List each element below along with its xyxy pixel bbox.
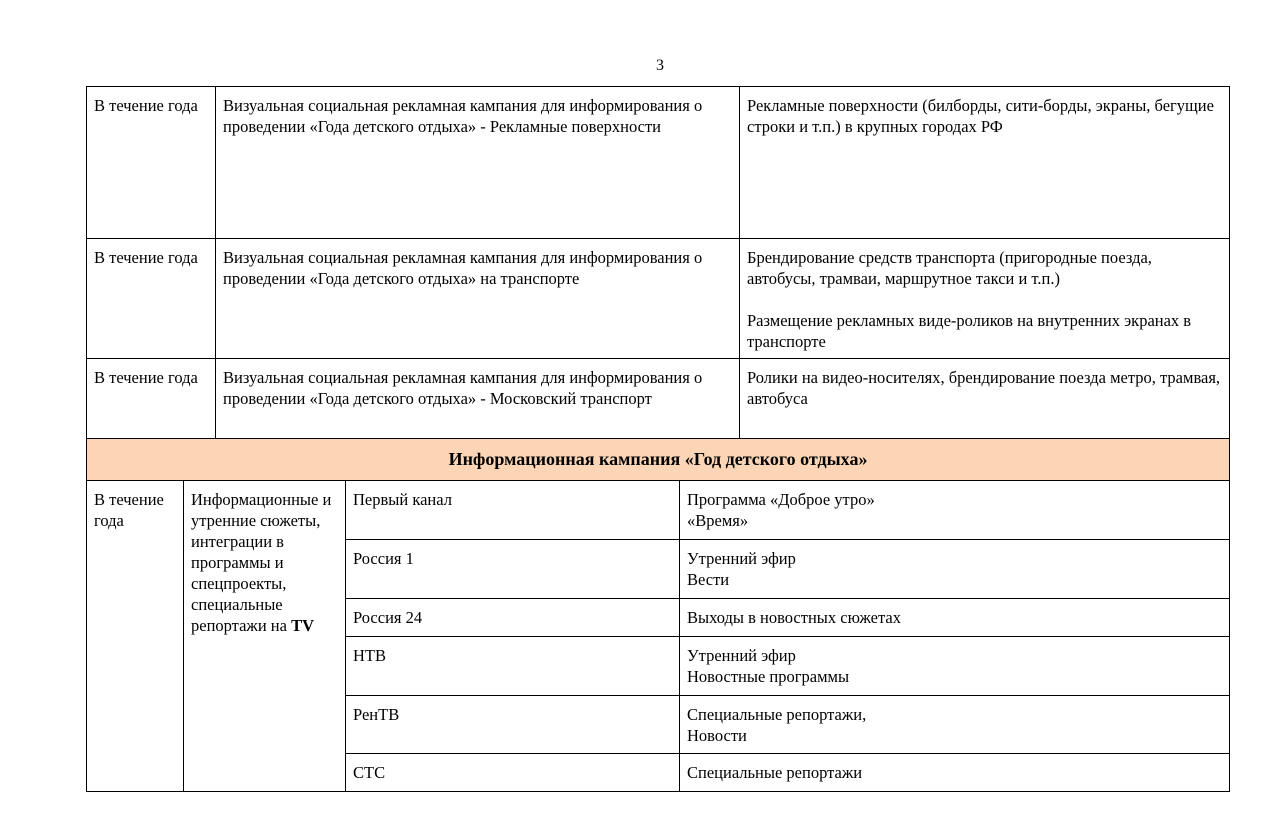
details-cell bbox=[740, 87, 1230, 239]
section-title: Информационная кампания «Год детского отдыха» bbox=[87, 439, 1230, 481]
channel-cell: Россия 1 bbox=[346, 540, 680, 599]
tv-description-bold: TV bbox=[291, 616, 314, 635]
program-line: Выходы в новостных сюжетах bbox=[687, 608, 901, 627]
table-row bbox=[87, 481, 1230, 540]
details-paragraph: Рекламные поверхности (билборды, сити-борды, экраны, бегущие строки и т.п.) в крупных городах РФ bbox=[747, 96, 1214, 136]
programs-cell bbox=[680, 637, 1230, 696]
period-cell: В течение года bbox=[87, 481, 184, 792]
tv-table bbox=[86, 438, 1230, 792]
table-row bbox=[87, 239, 1230, 359]
section-header-row bbox=[87, 439, 1230, 481]
details-paragraph: Брендирование средств транспорта (пригородные поезда, автобусы, трамваи, маршрутное такси и т.п.) bbox=[747, 248, 1152, 288]
program-line: Утренний эфир bbox=[687, 549, 796, 568]
period-cell: В течение года bbox=[87, 359, 216, 439]
page-number: 3 bbox=[656, 57, 664, 74]
table-row bbox=[87, 87, 1230, 239]
programs-cell bbox=[680, 540, 1230, 599]
table-row bbox=[87, 359, 1230, 439]
details-paragraph: Размещение рекламных виде-роликов на внутренних экранах в транспорте bbox=[747, 311, 1192, 351]
event-cell: Визуальная социальная рекламная кампания для информирования о проведении «Года детского отдыха» - Московский транспорт bbox=[216, 359, 740, 439]
program-line: Специальные репортажи bbox=[687, 763, 863, 782]
channel-cell: Россия 24 bbox=[346, 599, 680, 637]
programs-cell bbox=[680, 754, 1230, 792]
program-line: Новости bbox=[687, 726, 747, 745]
channel-cell: НТВ bbox=[346, 637, 680, 696]
programs-cell bbox=[680, 599, 1230, 637]
program-line: Программа «Доброе утро» bbox=[687, 490, 875, 509]
period-cell: В течение года bbox=[87, 239, 216, 359]
details-cell bbox=[740, 239, 1230, 359]
programs-cell bbox=[680, 696, 1230, 754]
details-cell bbox=[740, 359, 1230, 439]
event-cell: Визуальная социальная рекламная кампания для информирования о проведении «Года детского отдыха» - Рекламные поверхности bbox=[216, 87, 740, 239]
channel-cell: Первый канал bbox=[346, 481, 680, 540]
channel-cell: СТС bbox=[346, 754, 680, 792]
program-line: Специальные репортажи, bbox=[687, 705, 867, 724]
top-table bbox=[86, 86, 1230, 439]
event-cell: Визуальная социальная рекламная кампания для информирования о проведении «Года детского отдыха» на транспорте bbox=[216, 239, 740, 359]
programs-cell bbox=[680, 481, 1230, 540]
program-line: Вести bbox=[687, 570, 730, 589]
channel-cell: РенТВ bbox=[346, 696, 680, 754]
period-cell: В течение года bbox=[87, 87, 216, 239]
program-line: Утренний эфир bbox=[687, 646, 796, 665]
details-paragraph: Ролики на видео-носителях, брендирование поезда метро, трамвая, автобуса bbox=[747, 368, 1221, 408]
tv-description-text: Информационные и утренние сюжеты, интеграции в программы и спецпроекты, специальные репортажи на bbox=[191, 490, 332, 635]
tv-description-cell bbox=[184, 481, 346, 792]
program-line: Новостные программы bbox=[687, 667, 850, 686]
program-line: «Время» bbox=[687, 511, 749, 530]
